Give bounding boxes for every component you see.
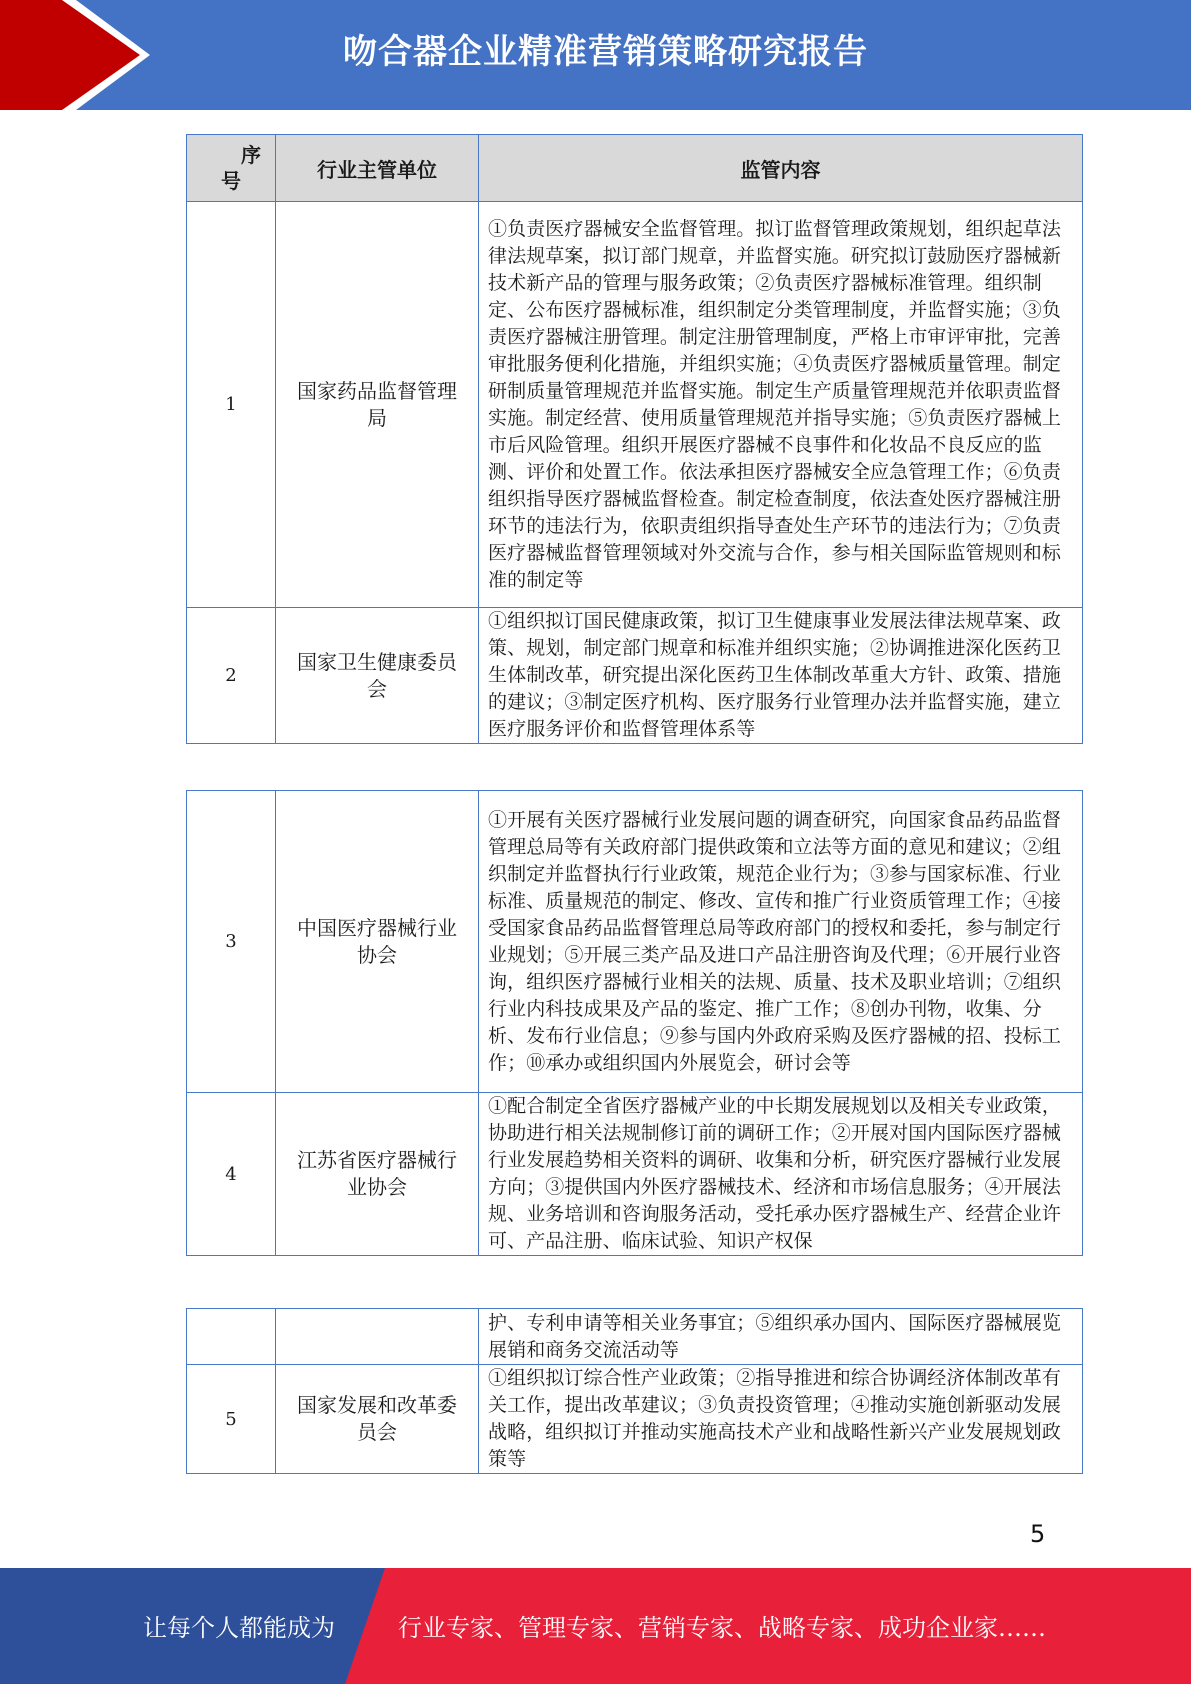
row-org: 国家药品监督管理局 (276, 202, 479, 608)
regulators-table-part-3 (186, 1308, 1083, 1474)
row-seq: 2 (187, 608, 276, 744)
row-content: ①配合制定全省医疗器械产业的中长期发展规划以及相关专业政策，协助进行相关法规制修订前的调研工作；②开展对国内国际医疗器械行业发展趋势相关资料的调研、收集和分析，研究医疗器械行业发展方向；③提供国内外医疗器械技术、经济和市场信息服务；④开展法规、业务培训和咨询服务活动，受托承办医疗器械生产、经营企业许可、产品注册、临床试验、知识产权保 (479, 1093, 1083, 1256)
row-content: ①开展有关医疗器械行业发展问题的调查研究，向国家食品药品监督管理总局等有关政府部门提供政策和立法等方面的意见和建议；②组织制定并监督执行行业政策，规范企业行为；③参与国家标准、行业标准、质量规范的制定、修改、宣传和推广行业资质管理工作；④接受国家食品药品监督管理总局等政府部门的授权和委托，参与制定行业规划；⑤开展三类产品及进口产品注册咨询及代理；⑥开展行业咨询，组织医疗器械行业相关的法规、质量、技术及职业培训；⑦组织行业内科技成果及产品的鉴定、推广工作；⑧创办刊物，收集、分析、发布行业信息；⑨参与国内外政府采购及医疗器械的招、投标工作；⑩承办或组织国内外展览会，研讨会等 (479, 791, 1083, 1093)
row-content: ①负责医疗器械安全监督管理。拟订监督管理政策规划，组织起草法律法规草案，拟订部门规章，并监督实施。研究拟订鼓励医疗器械新技术新产品的管理与服务政策；②负责医疗器械标准管理。组织制定、公布医疗器械标准，组织制定分类管理制度，并监督实施；③负责医疗器械注册管理。制定注册管理制度，严格上市审评审批，完善审批服务便利化措施，并组织实施；④负责医疗器械质量管理。制定研制质量管理规范并监督实施。制定生产质量管理规范并依职责监督实施。制定经营、使用质量管理规范并指导实施；⑤负责医疗器械上市后风险管理。组织开展医疗器械不良事件和化妆品不良反应的监测、评价和处置工作。依法承担医疗器械安全应急管理工作；⑥负责组织指导医疗器械监督检查。制定检查制度，依法查处医疗器械注册环节的违法行为，依职责组织指导查处生产环节的违法行为；⑦负责医疗器械监督管理领域对外交流与合作，参与相关国际监管规则和标准的制定等 (479, 202, 1083, 608)
row-org (276, 1309, 479, 1365)
row-seq: 3 (187, 791, 276, 1093)
row-content: ①组织拟订国民健康政策，拟订卫生健康事业发展法律法规草案、政策、规划，制定部门规章和标准并组织实施；②协调推进深化医药卫生体制改革，研究提出深化医药卫生体制改革重大方针、政策、措施的建议；③制定医疗机构、医疗服务行业管理办法并监督实施，建立医疗服务评价和监督管理体系等 (479, 608, 1083, 744)
row-content: 护、专利申请等相关业务事宜；⑤组织承办国内、国际医疗器械展览展销和商务交流活动等 (479, 1309, 1083, 1365)
row-seq: 1 (187, 202, 276, 608)
table-header-row (187, 135, 1083, 202)
report-title: 吻合器企业精准营销策略研究报告 (343, 32, 868, 72)
header-seq: 序 号 (187, 135, 276, 202)
header-org: 行业主管单位 (276, 135, 479, 202)
row-org: 中国医疗器械行业协会 (276, 791, 479, 1093)
footer-slogan-right: 行业专家、管理专家、营销专家、战略专家、成功企业家…… (398, 1614, 1046, 1642)
row-org: 国家发展和改革委员会 (276, 1365, 479, 1474)
table-row (187, 1093, 1083, 1256)
row-content: ①组织拟订综合性产业政策；②指导推进和综合协调经济体制改革有关工作，提出改革建议；③负责投资管理；④推动实施创新驱动发展战略，组织拟订并推动实施高技术产业和战略性新兴产业发展规划政策等 (479, 1365, 1083, 1474)
footer-slogan-left: 让每个人都能成为 (143, 1614, 335, 1642)
regulators-table-part-2 (186, 790, 1083, 1256)
row-seq (187, 1309, 276, 1365)
table-row (187, 1309, 1083, 1365)
table-row (187, 1365, 1083, 1474)
regulators-table-part-1 (186, 134, 1083, 744)
row-org: 国家卫生健康委员会 (276, 608, 479, 744)
row-seq: 5 (187, 1365, 276, 1474)
page-footer (0, 1568, 1191, 1684)
page-header (0, 0, 1191, 110)
row-org: 江苏省医疗器械行业协会 (276, 1093, 479, 1256)
table-row (187, 202, 1083, 608)
table-row (187, 608, 1083, 744)
row-seq: 4 (187, 1093, 276, 1256)
header-content: 监管内容 (479, 135, 1083, 202)
table-row (187, 791, 1083, 1093)
page-number: 5 (1030, 1520, 1046, 1548)
